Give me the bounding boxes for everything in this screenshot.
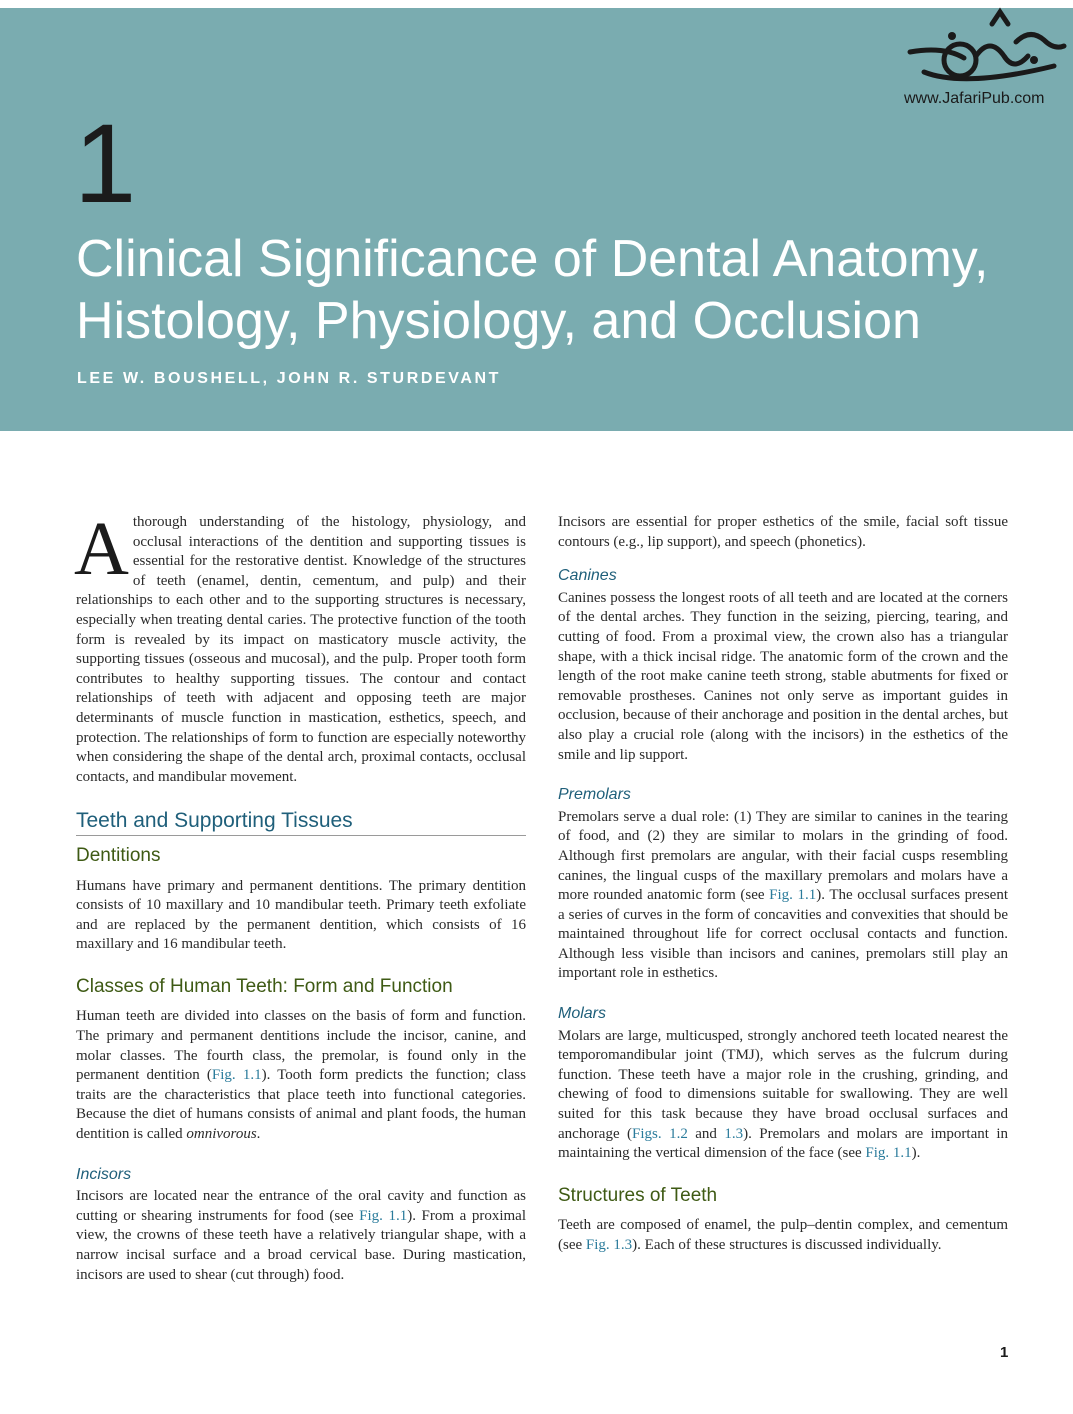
figure-link[interactable]: Fig. 1.3 — [585, 1237, 633, 1253]
figure-link[interactable]: Fig. 1.1 — [211, 1067, 262, 1084]
text-run: Incisors are located near the entrance of the oral cavity and function as cutting or shearing instruments for food (see — [76, 1188, 526, 1224]
heading-classes: Classes of Human Teeth: Form and Function — [76, 975, 453, 997]
calligraphy-logo-icon — [904, 6, 1070, 92]
text-run: and — [687, 1125, 725, 1142]
paragraph-incisors — [76, 1187, 526, 1285]
paragraph-premolars — [558, 808, 1008, 984]
drop-cap: A — [74, 507, 129, 591]
figure-link[interactable]: Figs. 1.2 — [632, 1125, 688, 1142]
heading-incisors: Incisors — [76, 1165, 132, 1183]
text-run: Teeth are composed of enamel, the pulp–dentin complex, and cementum (see — [558, 1217, 1008, 1253]
text-run: ). Premolars and molars are important in maintaining the vertical dimension of the face (see — [558, 1125, 1008, 1162]
chapter-title-line-1: Clinical Significance of Dental Anatomy, — [76, 230, 989, 288]
heading-canines: Canines — [558, 567, 617, 585]
paragraph-incisors-continued: Incisors are essential for proper esthetics of the smile, facial soft tissue contours (e.g., lip support), and speech (phonetics). — [558, 514, 1008, 550]
emphasis-text: omnivorous — [186, 1126, 257, 1143]
text-run: Premolars serve a dual role: (1) They are similar to canines in the tearing of food, and (2) they are similar to molars in the grinding of food. Although first premolars are angular, with their facial cusps resembling canines, the lingual cusps of the maxillary premolars and molars have a more rounded anatomic form (see — [558, 808, 1008, 904]
text-run: ). Each of these structures is discussed individually. — [632, 1237, 942, 1253]
heading-dentitions: Dentitions — [76, 844, 161, 866]
page-number: 1 — [1000, 1344, 1009, 1361]
heading-premolars: Premolars — [558, 786, 631, 804]
paragraph-structures — [558, 1216, 1008, 1255]
heading-teeth-supporting-tissues: Teeth and Supporting Tissues — [76, 811, 526, 836]
text-run: Human teeth are divided into classes on the basis of form and function. The primary and permanent dentitions include the incisor, canine, and molar classes. The fourth class, the premolar, is found only in the permanent dentition ( — [76, 1008, 526, 1084]
text-run: Molars are large, multicusped, strongly anchored teeth located nearest the temporomandibular joint (TMJ), which serves as the fulcrum during function. These teeth have a major role in the crushing, grinding, and chewing of food to dimensions suitable for swallowing. They are well suited for this task because they have broad occlusal surfaces and anchorage ( — [558, 1027, 1008, 1142]
text-run: ). The occlusal surfaces present a series of curves in the form of concavities and convexities that should be maintained throughout life for correct occlusal contacts and function. Although less visible than incisors and canines, premolars still play an important role in esthetics. — [558, 887, 1008, 982]
paragraph-canines: Canines possess the longest roots of all teeth and are located at the corners of the dental arches. They function in the seizing, piercing, tearing, and cutting of food. From a proximal view, the crown also has a triangular shape, with a thick incisal ridge. The anatomic form of the crown and the length of the root make canine teeth strong, stable abutments for fixed or removable prostheses. Canines not only serve as important guides in occlusion, because of their anchorage and position in the dental arches, but also play a crucial role (along with the incisors) in the esthetics of the smile and lip support. — [558, 589, 1008, 763]
paragraph-molars — [558, 1027, 1008, 1164]
paragraph-classes — [76, 1007, 526, 1144]
figure-link[interactable]: Fig. 1.1 — [769, 887, 817, 904]
figure-link[interactable]: Fig. 1.1 — [865, 1145, 912, 1162]
publisher-logo — [900, 6, 1070, 116]
chapter-authors: LEE W. BOUSHELL, JOHN R. STURDEVANT — [77, 370, 502, 387]
chapter-title — [76, 228, 1036, 352]
left-column — [74, 507, 526, 1285]
heading-molars: Molars — [558, 1005, 607, 1023]
right-column — [558, 513, 1008, 1256]
intro-text: thorough understanding of the histology, physiology, and occlusal interactions of the dentition and supporting tissues is essential for the restorative dentist. Knowledge of the structures of teeth (enamel, dentin, cementum, and pulp) and their relationships to each other and to the supporting structures is necessary, especially when treating dental caries. The protective function of the tooth form is revealed by its impact on masticatory muscle activity, the supporting tissues (osseous and mucosal), and the pulp. Proper tooth form contributes to healthy supporting tissues. The contour and contact relationships of teeth with adjacent and opposing teeth are major determinants of muscle function in mastication, esthetics, speech, and protection. The relationships of form to function are especially noteworthy when considering the shape of the dental arch, proximal contacts, occlusal contacts, and mandibular movement. — [76, 514, 526, 785]
heading-structures-of-teeth: Structures of Teeth — [558, 1184, 718, 1206]
chapter-number: 1 — [74, 101, 137, 226]
paragraph-dentitions: Humans have primary and permanent dentitions. The primary dentition consists of 10 maxillary and 10 mandibular teeth. Primary teeth exfoliate and are replaced by the permanent dentition, which consists of 16 maxillary and 16 mandibular teeth. — [76, 877, 526, 953]
text-run: ). From a proximal view, the crowns of these teeth have a relatively triangular shape, with a narrow incisal surface and a broad cervical base. During mastication, incisors are used to shear (cut through) food. — [76, 1207, 526, 1283]
chapter-title-line-2: Histology, Physiology, and Occlusion — [76, 292, 921, 350]
figure-link[interactable]: 1.3 — [724, 1125, 744, 1142]
text-run: ). Tooth form predicts the function; class traits are the characteristics that place teeth into functional categories. Because the diet of humans consists of animal and plant foods, the human dentition is called — [76, 1067, 526, 1143]
publisher-url: www.JafariPub.com — [904, 90, 1045, 107]
text-run: . — [256, 1126, 261, 1143]
intro-paragraph — [74, 507, 526, 787]
text-run: ). — [911, 1145, 921, 1162]
figure-link[interactable]: Fig. 1.1 — [359, 1207, 408, 1224]
